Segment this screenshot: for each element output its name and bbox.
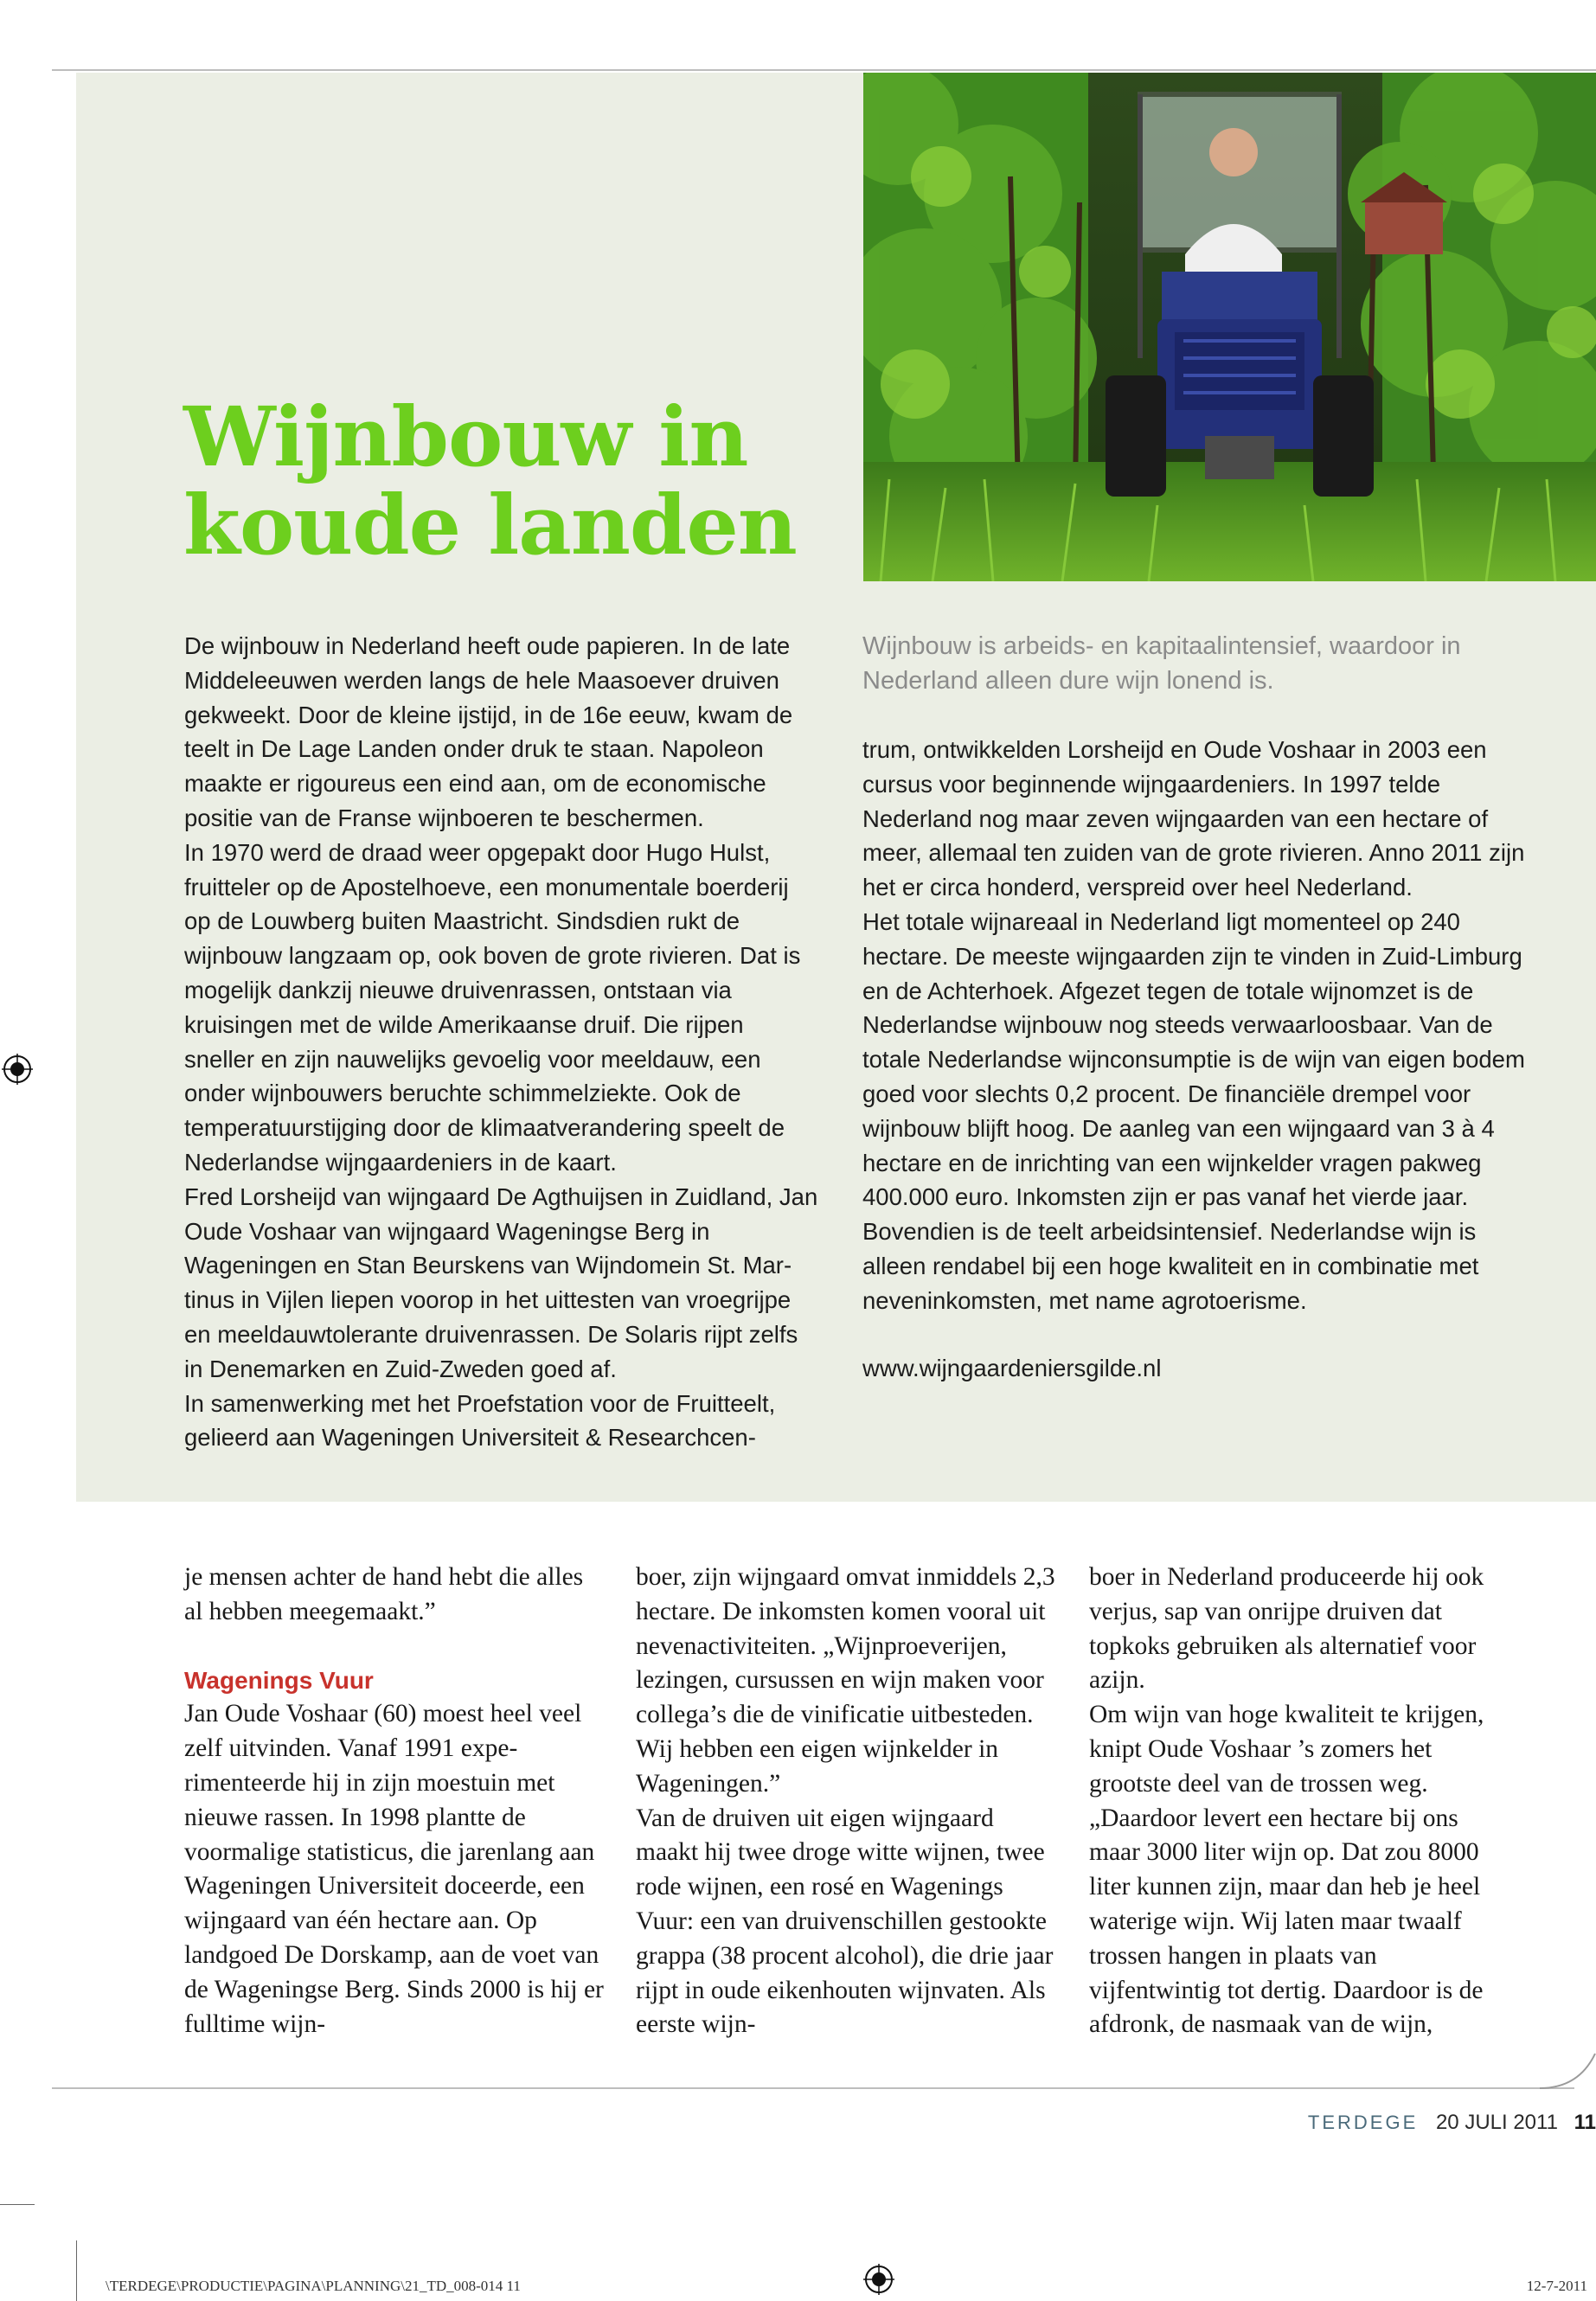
vineyard-tractor-photo: [863, 73, 1596, 581]
title-line-1: Wijnbouw in: [183, 389, 748, 485]
pull-quote: [862, 629, 1546, 698]
registration-mark-icon: [2, 1054, 33, 1085]
bottom-rule: [52, 2087, 1574, 2089]
sidebar-paragraph: Fred Lorsheijd van wijngaard De Agthuijsen in Zuidland, Jan Oude Voshaar van wijngaard Wageningse Berg in Wageningen en Stan Beurskens van Wijndomein St. Martinus in Vijlen liepen voorop in het uittesten van vroegrijpe en meeldauwtolerante druivenrassen. De Solaris rijpt zelfs in Denemarken en Zuid-Zweden goed af.: [184, 1183, 818, 1382]
article-paragraph: je mensen achter de hand hebt die alles al hebben meegemaakt.”: [184, 1563, 584, 1625]
pull-quote-text: Wijnbouw is arbeids- en kapitaalintensief, waardoor in Nederland alleen dure wijn lonend is.: [862, 632, 1461, 695]
article-column-3: [1089, 1561, 1509, 2042]
print-slug-date: 12-7-2011: [1526, 2278, 1587, 2294]
article-paragraph: boer, zijn wijngaard omvat inmiddels 2,3 hectare. De inkomsten komen vooral uit nevenactiviteiten. „Wijnproeverijen, lezingen, cursussen en wijn maken voor collega’s die de vinificatie uitbesteden. Wij hebben een eigen wijnkelder in Wageningen.”: [636, 1563, 1055, 1798]
article-subhead: Wagenings Vuur: [184, 1666, 374, 1694]
crop-mark: [0, 2204, 35, 2205]
registration-mark-icon: [863, 2264, 894, 2295]
magazine-name: TERDEGE: [1307, 2112, 1419, 2133]
print-slug-path: \TERDEGE\PRODUCTIE\PAGINA\PLANNING\21_TD_008-014 11: [106, 2278, 521, 2294]
crop-mark: [76, 2240, 77, 2301]
article-paragraph: Van de druiven uit eigen wijngaard maakt hij twee droge witte wijnen, twee rode wijnen, een rosé en Wagenings Vuur: een van druivenschillen gestookte grappa (38 procent alcohol), die drie jaar rijpt in oude eikenhouten wijnvaten. Als eerste wijn-: [636, 1804, 1054, 2039]
sidebar-paragraph: trum, ontwikkelden Lorsheijd en Oude Voshaar in 2003 een cursus voor beginnende wijngaardeniers. In 1997 telde Nederland nog maar zeven wijngaarden van een hectare of meer, allemaal ten zuiden van de grote rivieren. Anno 2011 zijn het er circa honderd, verspreid over heel Nederland.: [862, 736, 1525, 901]
top-rule: [52, 69, 1596, 71]
sidebar-paragraph: De wijnbouw in Nederland heeft oude papieren. In de late Middeleeuwen werden langs de hele Maasoever druiven gekweekt. Door de kleine ijstijd, in de 16e eeuw, kwam de teelt in De Lage Landen onder druk te staan. Napoleon maakte er rigoureus een eind aan, om de economische positie van de Franse wijnboeren te beschermen.: [184, 632, 793, 831]
sidebar-paragraph: Het totale wijnareaal in Nederland ligt momenteel op 240 hectare. De meeste wijngaarden zijn te vinden in Zuid-Limburg en de Achterhoek. Afgezet tegen de totale wijnomzet is de Nederlandse wijnbouw nog steeds verwaarloosbaar. Van de totale Nederlandse wijnconsumptie is de wijn van eigen bodem goed voor slechts 0,2 procent. De financiële drempel voor wijnbouw blijft hoog. De aanleg van een wijngaard van 3 à 4 hectare en de inrichting van een wijnkelder vragen pakweg 400.000 euro. Inkomsten zijn er pas vanaf het vierde jaar. Bovendien is de teelt arbeidsintensief. Nederlandse wijn is alleen rendabel bij een hoge kwaliteit en in combinatie met neveninkomsten, met name agrotoerisme.: [862, 907, 1525, 1314]
page-number: 11: [1574, 2111, 1596, 2134]
article-paragraph: boer in Nederland produceerde hij ook verjus, sap van onrijpe druiven dat topkoks gebruiken als alternatief voor azijn.: [1089, 1563, 1484, 1695]
article-paragraph: Om wijn van hoge kwaliteit te krijgen, knipt Oude Voshaar ’s zomers het grootste deel van de trossen weg. „Daardoor levert een hectare bij ons maar 3000 liter wijn op. Dat zou 8000 liter kunnen zijn, maar dan heb je heel waterige wijn. Wij laten maar twaalf trossen hangen in plaats van vijfentwintig tot dertig. Daardoor is de afdronk, de nasmaak van de wijn,: [1089, 1701, 1484, 2039]
sidebar-paragraph: In 1970 werd de draad weer opgepakt door Hugo Hulst, fruitteler op de Apostelhoeve, een monumentale boerderij op de Louwberg buiten Maastricht. Sindsdien rukt de wijnbouw langzaam op, ook boven de grote rivieren. Dat is mogelijk dankzij nieuwe druivenrassen, ontstaan via kruisingen met de wilde Amerikaanse druif. Die rijpen sneller en zijn nauwelijks gevoelig voor meeldauw, een onder wijnbouwers beruchte schimmelziekte. Ook de temperatuurstijging door de klimaatverandering speelt de Nederlandse wijngaardeniers in de kaart.: [184, 838, 801, 1176]
sidebar-left-column: [184, 629, 820, 1455]
sidebar-right-column: [862, 733, 1546, 1385]
title-line-2: koude landen: [183, 478, 797, 574]
sidebar-paragraph: In samenwerking met het Proefstation voor de Fruitteelt, gelieerd aan Wageningen Universiteit & Researchcen-: [184, 1389, 776, 1452]
website-link[interactable]: www.wijngaardeniersgilde.nl: [862, 1354, 1162, 1381]
page-footer: [1308, 2111, 1596, 2135]
article-paragraph: Jan Oude Voshaar (60) moest heel veel zelf uitvinden. Vanaf 1991 experimenteerde hij in zijn moestuin met nieuwe rassen. In 1998 plantte de voormalige statisticus, die jarenlang aan Wageningen Universiteit doceerde, een wijngaard van één hectare aan. Op landgoed De Dorskamp, aan de voet van de Wageningse Berg. Sinds 2000 is hij er fulltime wijn-: [184, 1700, 604, 2038]
article-column-1: [184, 1561, 604, 2041]
article-column-2: [636, 1561, 1055, 2042]
corner-curve: [1540, 2052, 1596, 2089]
issue-date: 20 JULI 2011: [1435, 2111, 1558, 2134]
sidebar-title: [183, 389, 797, 574]
